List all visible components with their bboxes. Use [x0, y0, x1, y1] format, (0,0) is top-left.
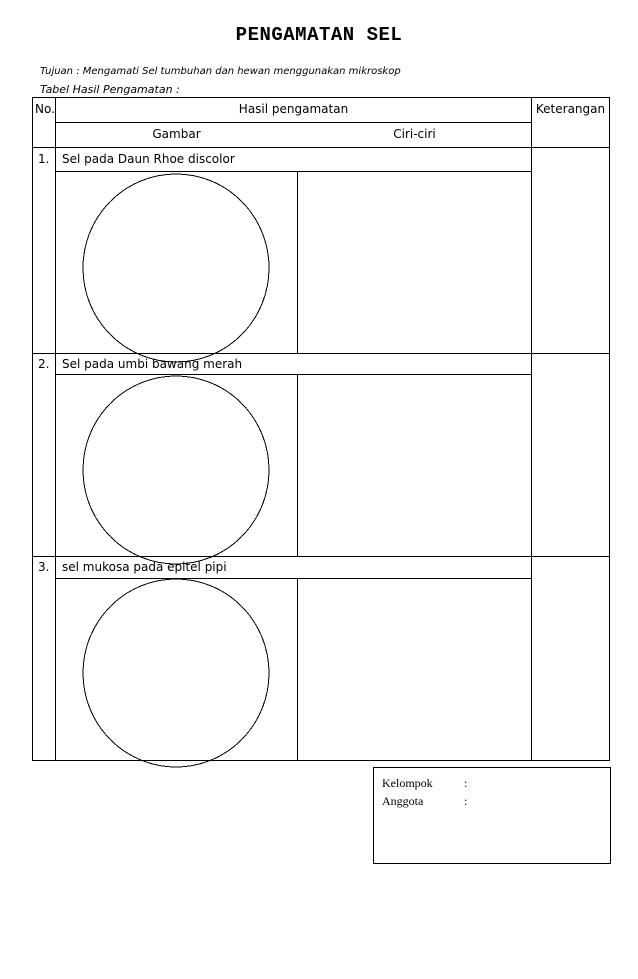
header-keterangan: Keterangan	[535, 102, 606, 116]
tujuan-text: Tujuan : Mengamati Sel tumbuhan dan hewan menggunakan mikroskop	[40, 66, 401, 77]
row2-label: Sel pada umbi bawang merah	[62, 357, 243, 371]
tabel-label: Tabel Hasil Pengamatan :	[40, 83, 180, 96]
kelompok-row	[382, 776, 468, 791]
kelompok-label: Kelompok	[382, 776, 433, 790]
group-info-box	[373, 767, 611, 864]
row3-label: sel mukosa pada epitel pipi	[62, 560, 227, 574]
subheader-ciri-ciri: Ciri-ciri	[393, 127, 436, 141]
page-title: PENGAMATAN SEL	[235, 24, 403, 46]
row3-no: 3.	[38, 560, 50, 574]
subheader-gambar: Gambar	[152, 127, 201, 141]
kelompok-colon: :	[464, 776, 468, 790]
observation-circle-1	[83, 174, 269, 362]
observation-circle-2	[83, 376, 269, 564]
header-no: No.	[35, 102, 55, 116]
table-border	[33, 98, 610, 761]
row1-no: 1.	[38, 152, 50, 166]
anggota-row	[382, 794, 468, 809]
header-hasil-pengamatan: Hasil pengamatan	[238, 102, 349, 116]
row2-no: 2.	[38, 357, 50, 371]
observation-circle-3	[83, 579, 269, 767]
anggota-label: Anggota	[382, 794, 424, 808]
row1-label: Sel pada Daun Rhoe discolor	[62, 152, 235, 166]
anggota-colon: :	[464, 794, 468, 808]
